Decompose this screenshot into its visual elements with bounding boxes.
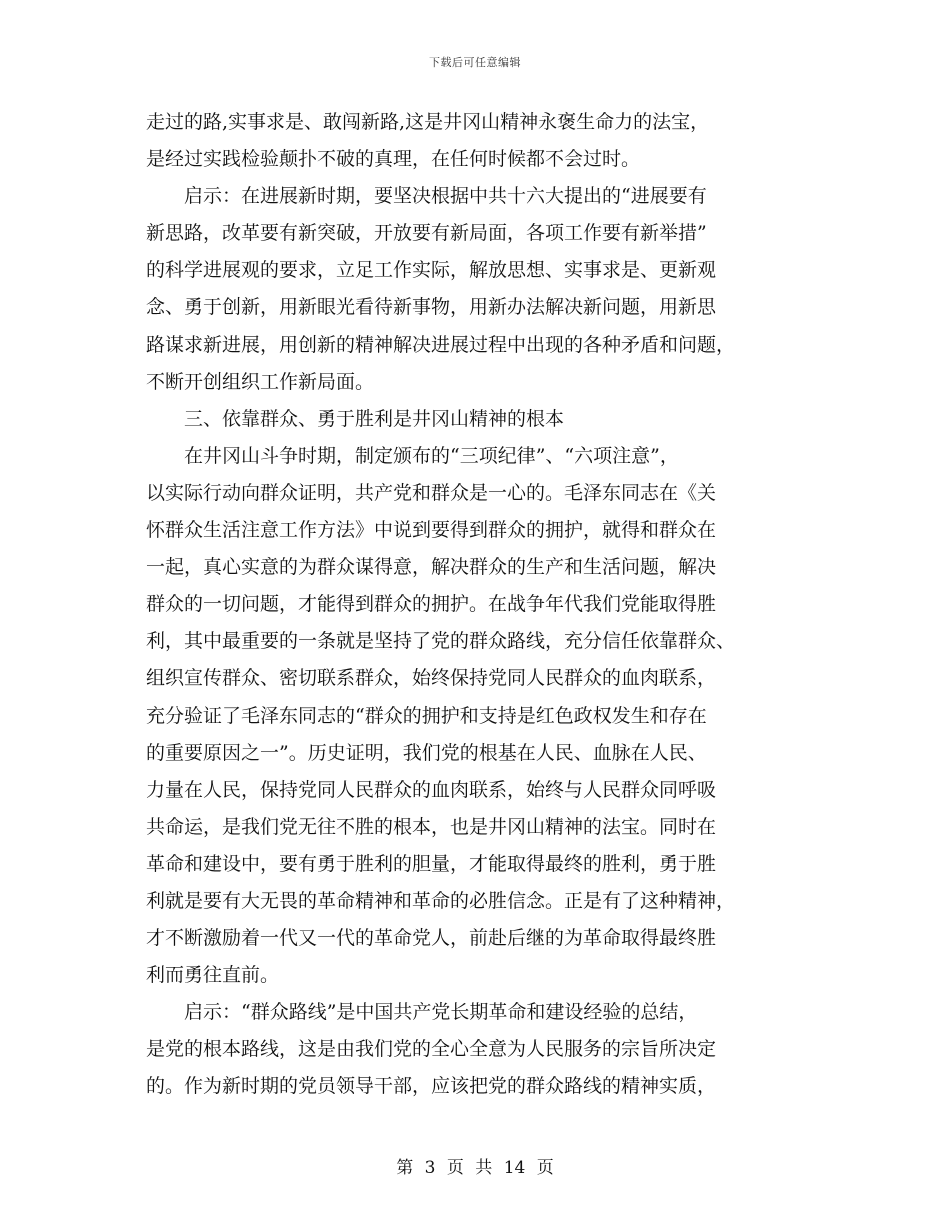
text-line: 新思路，改革要有新突破，开放要有新局面，各项工作要有新举措”: [146, 222, 707, 245]
text-line: 的科学进展观的要求，立足工作实际，解放思想、实事求是、更新观: [146, 259, 717, 282]
text-line: 是经过实践检验颠扑不破的真理，在任何时候都不会过时。: [146, 148, 641, 171]
text-line: 利，其中最重要的一条就是坚持了党的群众路线，充分信任依靠群众、: [146, 630, 736, 653]
page-number-footer: 第 3 页 共 14 页: [396, 1158, 554, 1178]
text-line: 利而勇往直前。: [146, 964, 280, 987]
section-heading: 三、依靠群众、勇于胜利是井冈山精神的根本: [146, 407, 565, 430]
text-line: 以实际行动向群众证明，共产党和群众是一心的。毛泽东同志在《关: [146, 481, 717, 504]
text-line: 路谋求新进展，用创新的精神解决进展过程中出现的各种矛盾和问题，: [146, 333, 736, 356]
text-line: 利就是要有大无畏的革命精神和革命的必胜信念。正是有了这种精神，: [146, 889, 736, 912]
text-line: 怀群众生活注意工作方法》中说到要得到群众的拥护，就得和群众在: [146, 519, 717, 542]
text-line: 组织宣传群众、密切联系群众，始终保持党同人民群众的血肉联系，: [146, 667, 717, 690]
text-line: 充分验证了毛泽东同志的“群众的拥护和支持是红色政权发生和存在: [146, 704, 707, 727]
text-line: 念、勇于创新，用新眼光看待新事物，用新办法解决新问题，用新思: [146, 296, 717, 319]
text-line: 在井冈山斗争时期，制定颁布的“三项纪律”、“六项注意”，: [146, 444, 679, 467]
text-line: 不断开创组织工作新局面。: [146, 370, 375, 393]
text-line: 群众的一切问题，才能得到群众的拥护。在战争年代我们党能取得胜: [146, 593, 717, 616]
text-line: 一起，真心实意的为群众谋得意，解决群众的生产和生活问题，解决: [146, 556, 717, 579]
text-line: 才不断激励着一代又一代的革命党人，前赴后继的为革命取得最终胜: [146, 927, 717, 950]
page-header-note: 下载后可任意编辑: [429, 56, 521, 69]
text-line: 的重要原因之一”。历史证明，我们党的根基在人民、血脉在人民、: [146, 741, 707, 764]
text-line: 是党的根本路线，这是由我们党的全心全意为人民服务的宗旨所决定: [146, 1038, 717, 1061]
document-body: [146, 104, 816, 1106]
text-line: 走过的路,实事求是、敢闯新路,这是井冈山精神永褒生命力的法宝，: [146, 111, 710, 133]
text-line: 革命和建设中，要有勇于胜利的胆量，才能取得最终的胜利，勇于胜: [146, 852, 717, 875]
text-line: 力量在人民，保持党同人民群众的血肉联系，始终与人民群众同呼吸: [146, 778, 717, 801]
text-line: 启示：在进展新时期，要坚决根据中共十六大提出的“进展要有: [146, 185, 707, 208]
text-line: 共命运，是我们党无往不胜的根本，也是井冈山精神的法宝。同时在: [146, 815, 717, 838]
text-line: 的。作为新时期的党员领导干部，应该把党的群众路线的精神实质，: [146, 1075, 717, 1098]
text-line: 启示：“群众路线”是中国共产党长期革命和建设经验的总结，: [146, 1001, 698, 1024]
